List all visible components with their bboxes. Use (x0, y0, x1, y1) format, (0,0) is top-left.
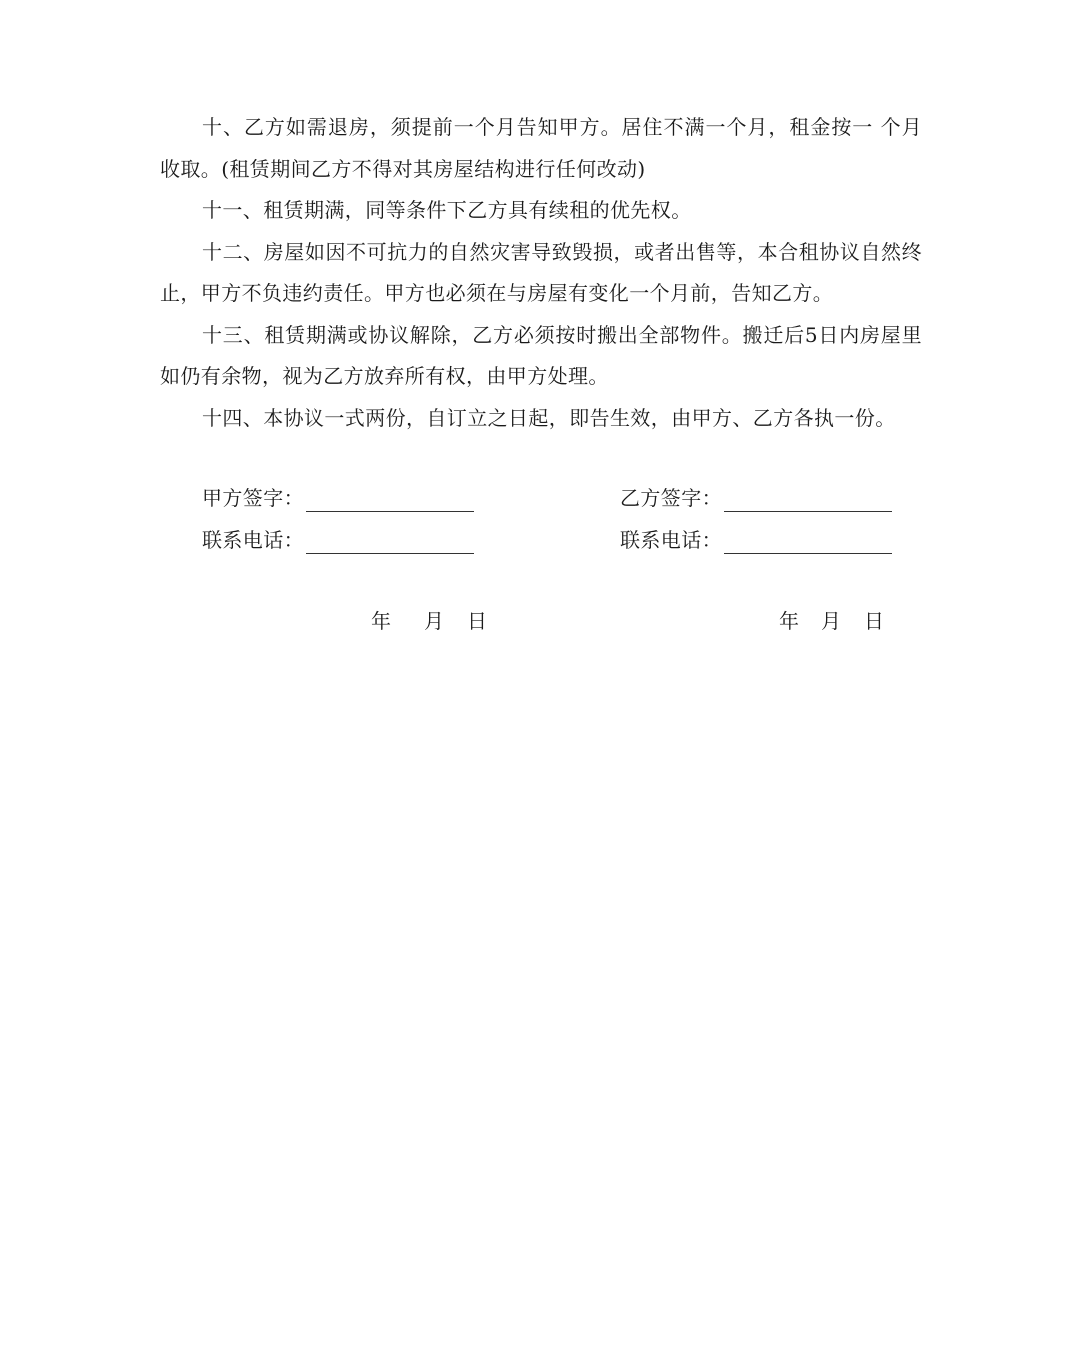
date-day-label: 日 (864, 609, 884, 633)
party-b-signature (620, 484, 892, 512)
clause-11: 十一、租赁期满，同等条件下乙方具有续租的优先权。 (202, 198, 692, 222)
date-month-label: 月 (821, 609, 841, 633)
party-b-phone-label: 联系电话： (620, 528, 722, 552)
date-year-label: 年 (371, 609, 391, 633)
party-a-signature (202, 484, 474, 512)
party-a-phone-line (306, 531, 474, 554)
date-year-label: 年 (779, 609, 799, 633)
clause-13: 十三、租赁期满或协议解除，乙方必须按时搬出全部物件。搬迁后5日内房屋里如仍有余物，视为乙方放弃所有权，由甲方处理。 (160, 322, 922, 388)
clause-10: 十、乙方如需退房，须提前一个月告知甲方。居住不满一个月，租金按一 个月收取。(租赁期间乙方不得对其房屋结构进行任何改动) (160, 115, 922, 181)
date-month-label: 月 (424, 609, 444, 633)
party-b-sign-label: 乙方签字： (620, 486, 722, 510)
party-b-phone (620, 526, 892, 554)
contract-body (160, 107, 922, 439)
clause-14: 十四、本协议一式两份，自订立之日起，即告生效，由甲方、乙方各执一份。 (202, 405, 896, 430)
party-a-sign-label: 甲方签字： (202, 486, 304, 510)
party-b-date (779, 607, 884, 635)
date-day-label: 日 (467, 609, 487, 633)
party-a-phone-label: 联系电话： (202, 528, 304, 552)
party-b-sign-line (724, 489, 892, 512)
clause-12: 十二、房屋如因不可抗力的自然灾害导致毁损，或者出售等，本合租协议自然终止，甲方不负违约责任。甲方也必须在与房屋有变化一个月前，告知乙方。 (160, 239, 922, 305)
party-a-sign-line (306, 489, 474, 512)
party-a-date (371, 607, 487, 635)
party-b-phone-line (724, 531, 892, 554)
party-a-phone (202, 526, 474, 554)
